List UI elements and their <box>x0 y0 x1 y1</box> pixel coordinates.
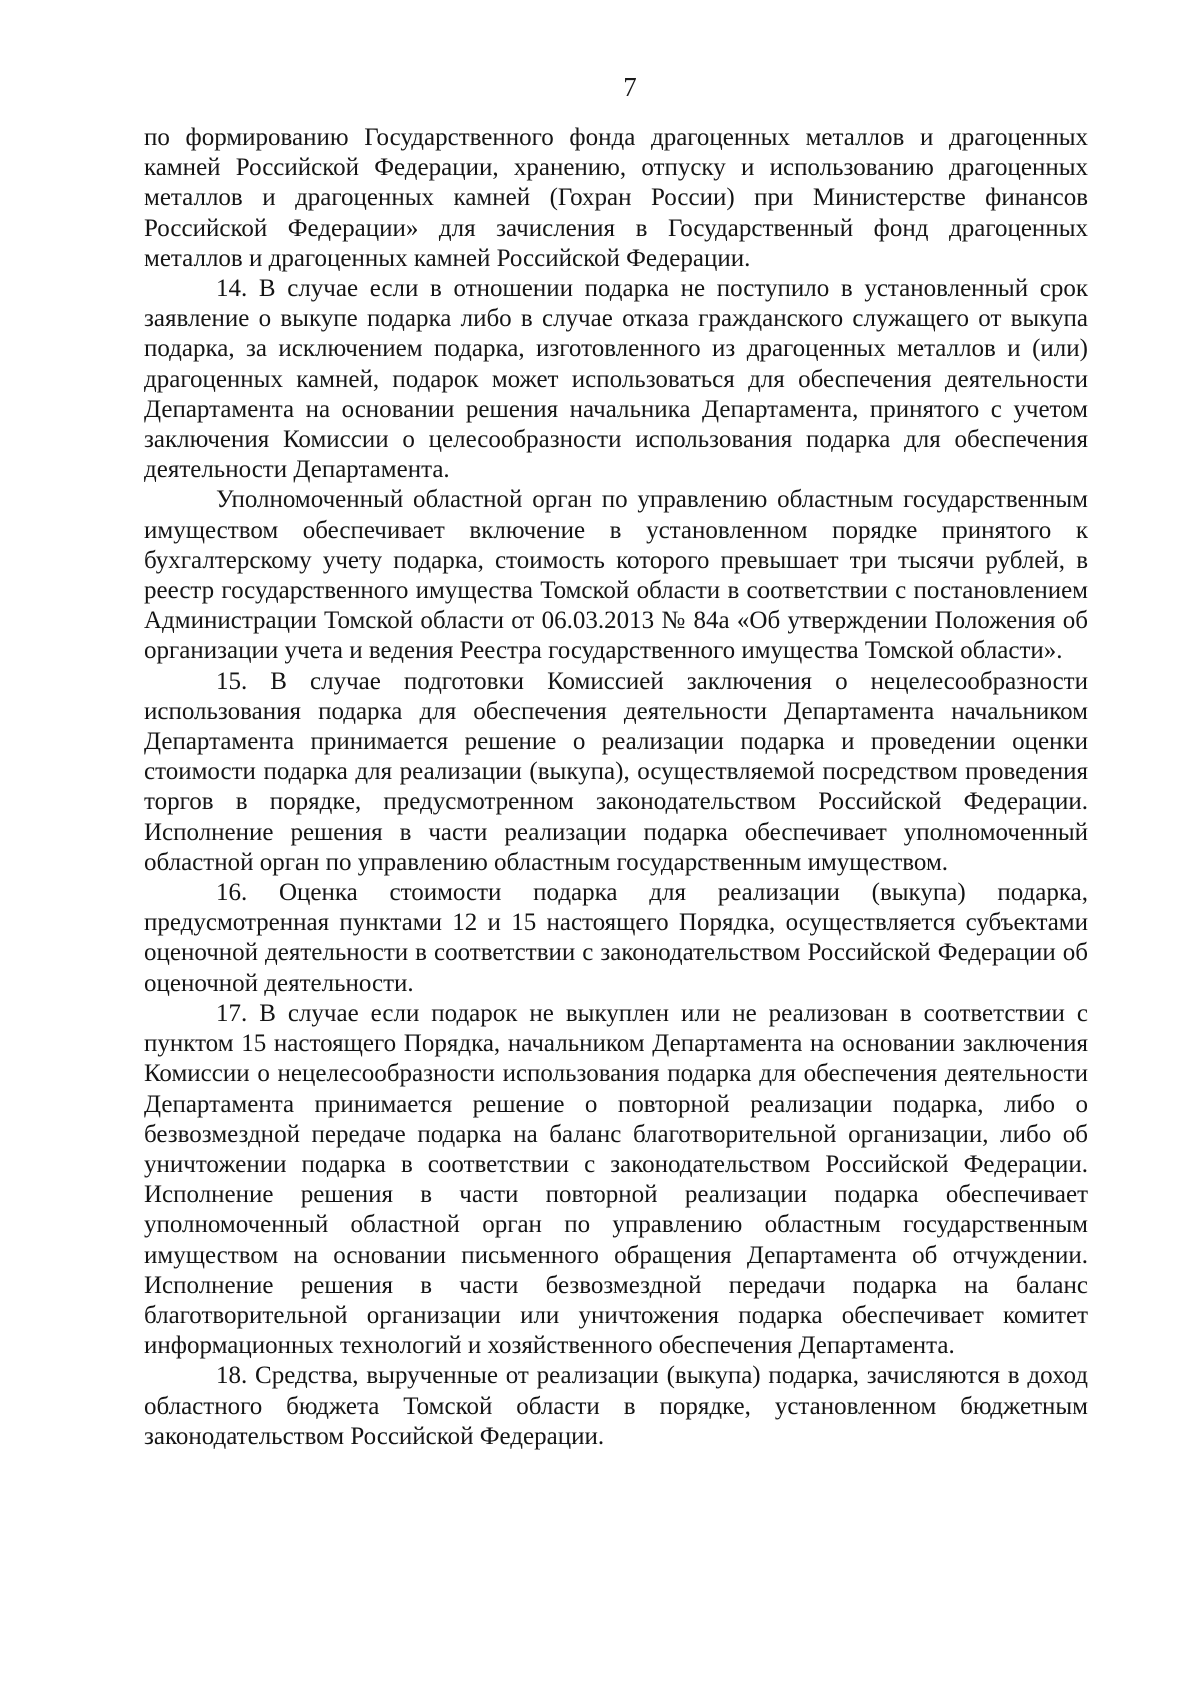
paragraph-item-14-registry: Уполномоченный областной орган по управлению областным государственным имуществом обеспечивает включение в установленном порядке принятого к бухгалтерскому учету подарка, стоимость которого превышает три тысячи рублей, в реестр государственного имущества Томской области в соответствии с постановлением Администрации Томской области от 06.03.2013 № 84а «Об утверждении Положения об организации учета и ведения Реестра государственного имущества Томской области». <box>144 486 1088 665</box>
page-number: 7 <box>623 72 637 102</box>
document-body <box>144 123 1088 1452</box>
paragraph-item-18: 18. Средства, вырученные от реализации (выкупа) подарка, зачисляются в доход областного бюджета Томской области в порядке, установленном бюджетным законодательством Российской Федерации. <box>144 1362 1088 1450</box>
paragraph-item-16: 16. Оценка стоимости подарка для реализации (выкупа) подарка, предусмотренная пунктами 12 и 15 настоящего Порядка, осуществляется субъектами оценочной деятельности в соответствии с законодательством Российской Федерации об оценочной деятельности. <box>144 879 1088 997</box>
paragraph-item-15: 15. В случае подготовки Комиссией заключения о нецелесообразности использования подарка для обеспечения деятельности Департамента начальником Департамента принимается решение о реализации подарка и проведении оценки стоимости подарка для реализации (выкупа), осуществляемой посредством проведения торгов в порядке, предусмотренном законодательством Российской Федерации. Исполнение решения в части реализации подарка обеспечивает уполномоченный областной орган по управлению областным государственным имуществом. <box>144 667 1088 876</box>
paragraph-item-14: 14. В случае если в отношении подарка не поступило в установленный срок заявление о выкупе подарка либо в случае отказа гражданского служащего от выкупа подарка, за исключением подарка, изготовленного из драгоценных металлов и (или) драгоценных камней, подарок может использоваться для обеспечения деятельности Департамента на основании решения начальника Департамента, принятого с учетом заключения Комиссии о целесообразности использования подарка для обеспечения деятельности Департамента. <box>144 275 1088 484</box>
paragraph-item-17: 17. В случае если подарок не выкуплен или не реализован в соответствии с пунктом 15 настоящего Порядка, начальником Департамента на основании заключения Комиссии о нецелесообразности использования подарка для обеспечения деятельности Департамента принимается решение о повторной реализации подарка, либо о безвозмездной передаче подарка на баланс благотворительной организации, либо об уничтожении подарка в соответствии с законодательством Российской Федерации. Исполнение решения в части повторной реализации подарка обеспечивает уполномоченный областной орган по управлению областным государственным имуществом на основании письменного обращения Департамента об отчуждении. Исполнение решения в части безвозмездной передачи подарка на баланс благотворительной организации или уничтожения подарка обеспечивает комитет информационных технологий и хозяйственного обеспечения Департамента. <box>144 999 1088 1360</box>
paragraph-continuation: по формированию Государственного фонда драгоценных металлов и драгоценных камней Российской Федерации, хранению, отпуску и использованию драгоценных металлов и драгоценных камней (Гохран России) при Министерстве финансов Российской Федерации» для зачисления в Государственный фонд драгоценных металлов и драгоценных камней Российской Федерации. <box>144 124 1088 272</box>
